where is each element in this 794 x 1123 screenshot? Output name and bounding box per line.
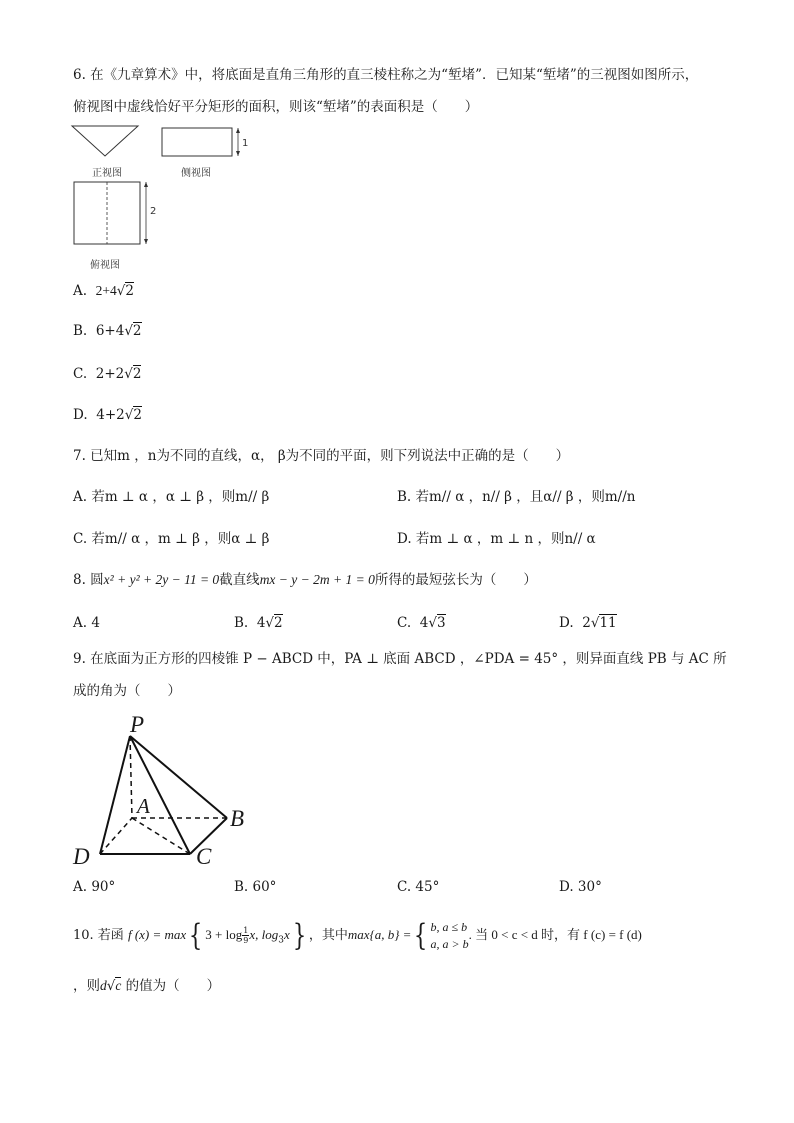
q9-option-b[interactable]: B. 60°: [234, 879, 277, 895]
vertex-label-d: D: [73, 844, 90, 869]
q7-option-b[interactable]: B. 若m// α ，n// β ，且α// β ，则m//n: [397, 489, 636, 505]
q6-stem-line2: 俯视图中虚线恰好平分矩形的面积，则该“堑堵”的表面积是（ ）: [73, 99, 479, 115]
q7-option-d[interactable]: D. 若m ⊥ α ，m ⊥ n ，则n// α: [397, 531, 596, 547]
vertex-label-p: P: [130, 712, 145, 737]
q9-stem-line2: 成的角为（ ）: [73, 683, 181, 699]
q8-option-b[interactable]: B. 4√ 2: [234, 615, 283, 631]
q6-stem-line1: 6. 在《九章算术》中，将底面是直角三角形的直三棱柱称之为“堑堵”．已知某“堑堵”的三视图如图所示，: [73, 67, 699, 83]
front-view-triangle: [72, 126, 138, 156]
q10-max-definition: max{a, b} =: [347, 927, 412, 942]
side-view-label: 侧视图: [181, 168, 211, 179]
q8-option-d[interactable]: D. 2√ 11: [559, 615, 617, 631]
vertex-label-c: C: [196, 844, 212, 869]
q8-stem: 8. 圆x² + y² + 2y − 11 = 0截直线mx − y − 2m + 1 = 0所得的最短弦长为（ ）: [73, 572, 537, 588]
q6-option-c[interactable]: C. 2+2√ 2: [73, 366, 142, 382]
q6-option-b[interactable]: B. 6+4√ 2: [73, 323, 142, 339]
q10-condition: . 当 0 < c < d 时，有 f (c) = f (d): [468, 927, 642, 942]
q10-stem-line2: ，则d√ c 的值为（ ）: [73, 978, 221, 994]
side-dim-label: 1: [242, 138, 249, 149]
q7-option-c[interactable]: C. 若m// α ，m ⊥ β ，则α ⊥ β: [73, 531, 270, 547]
q9-pyramid-figure: [70, 712, 260, 872]
q8-circle-equation: x² + y² + 2y − 11 = 0: [103, 572, 220, 587]
q9-stem-line1: 9. 在底面为正方形的四棱锥 P − ABCD 中，PA ⊥ 底面 ABCD ，∠PDA = 45° ，则异面直线 PB 与 AC 所: [73, 651, 727, 667]
q7-option-a[interactable]: A. 若m ⊥ α ，α ⊥ β ，则m// β: [73, 489, 270, 505]
top-dim-label: 2: [150, 206, 157, 217]
front-view-label: 正视图: [92, 168, 122, 179]
q6-option-a[interactable]: A. 2+4√ 2: [73, 283, 134, 299]
q9-option-d[interactable]: D. 30°: [559, 879, 602, 895]
vertex-label-b: B: [230, 806, 245, 831]
vertex-label-a: A: [137, 794, 150, 818]
q10-function: f (x) = max: [127, 927, 187, 942]
q8-option-c[interactable]: C. 4√ 3: [397, 615, 446, 631]
q6-three-view-figure: [66, 122, 249, 272]
q6-option-d[interactable]: D. 4+2√ 2: [73, 407, 142, 423]
q9-option-a[interactable]: A. 90°: [73, 879, 116, 895]
q8-line-equation: mx − y − 2m + 1 = 0: [259, 572, 375, 587]
q7-stem: 7. 已知m ，n为不同的直线，α， β为不同的平面，则下列说法中正确的是（ ）: [73, 448, 570, 464]
side-view-rect: [162, 128, 232, 156]
q10-stem-line1: 10. 若函 f (x) = max{ 3 + log $\frac{1}{9}$ x, $\log_3x$} ，其中max{a, b} ={ b, a ≤ b a, a > b . 当 0 < c < d 时，有 f (c) = f (d): [73, 917, 642, 953]
q9-option-c[interactable]: C. 45°: [397, 879, 440, 895]
top-view-label: 俯视图: [90, 260, 120, 271]
q8-option-a[interactable]: A. 4: [73, 615, 100, 631]
